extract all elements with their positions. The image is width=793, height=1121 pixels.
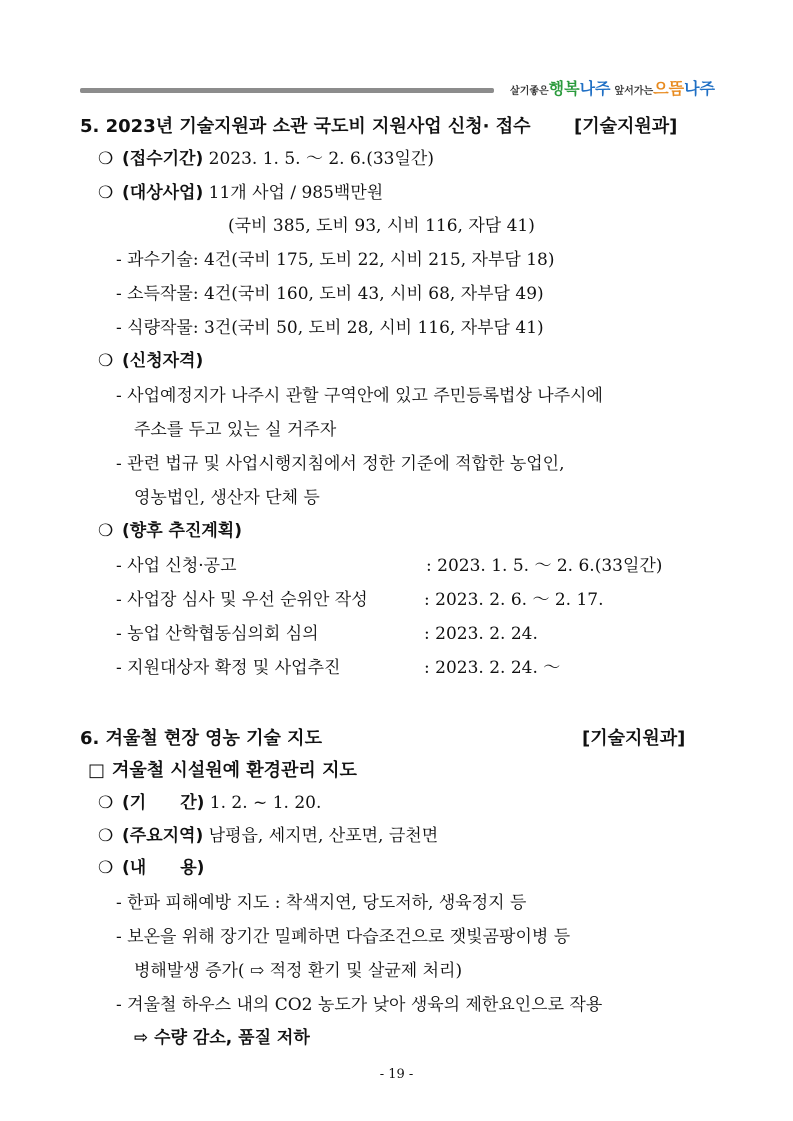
section6-period	[98, 792, 321, 814]
schedule-task: - 사업장 심사 및 우선 순위안 작성	[116, 590, 368, 610]
section5-title: 5. 2023년 기술지원과 소관 국도비 지원사업 신청· 접수	[80, 116, 531, 137]
plan-label: (향후 추진계획)	[122, 521, 242, 541]
list-item: - 식량작물: 3건(국비 50, 도비 28, 시비 116, 자부담 41)	[116, 318, 544, 338]
page-number: - 19 -	[379, 1067, 414, 1082]
result-row	[134, 1027, 310, 1049]
schedule-task: - 사업 신청·공고	[116, 556, 237, 576]
arrow-right-icon: ⇨	[134, 1028, 149, 1048]
header-rule	[80, 88, 494, 93]
circle-bullet-icon: ❍	[98, 521, 114, 541]
circle-bullet-icon: ❍	[98, 858, 114, 878]
logo-text: 앞서가는	[614, 86, 654, 97]
list-item: - 보온을 위해 장기간 밀폐하면 다습조건으로 잿빛곰팡이병 등	[116, 927, 571, 947]
logo-text: 행복	[548, 79, 580, 98]
schedule-task: - 지원대상자 확정 및 사업추진	[116, 658, 341, 678]
content-label: (내 용)	[122, 858, 205, 878]
section6-dept: [기술지원과]	[582, 728, 686, 749]
period-value: 2023. 1. 5. ～ 2. 6.(33일간)	[208, 149, 434, 169]
list-item: - 소득작물: 4건(국비 160, 도비 43, 시비 68, 자부담 49)	[116, 284, 544, 304]
list-item-continuation: 주소를 두고 있는 실 거주자	[134, 420, 337, 440]
circle-bullet-icon: ❍	[98, 351, 114, 371]
list-item: - 관련 법규 및 사업시행지침에서 정한 기준에 적합한 농업인,	[116, 454, 565, 474]
section6-subtitle-row	[88, 760, 357, 782]
schedule-date: : 2023. 1. 5. ～ 2. 6.(33일간)	[426, 556, 663, 576]
schedule-date: : 2023. 2. 24. ～	[424, 658, 561, 678]
schedule-date: : 2023. 2. 24.	[424, 624, 538, 644]
logo-text: 나주	[579, 79, 611, 98]
period-label: (접수기간)	[122, 149, 204, 169]
square-bullet-icon: □	[88, 760, 106, 781]
list-item: - 한파 피해예방 지도 : 착색지연, 당도저하, 생육정지 등	[116, 893, 527, 913]
qualification-label: (신청자격)	[122, 351, 204, 371]
logo-text: 살기좋은	[510, 86, 549, 97]
logo-text: 으뜸	[653, 79, 685, 98]
section5-target	[98, 182, 383, 204]
circle-bullet-icon: ❍	[98, 826, 114, 846]
list-item-continuation: 병해발생 증가( ⇨ 적정 환기 및 살균제 처리)	[134, 961, 463, 981]
section6-subtitle: 겨울철 시설원예 환경관리 지도	[112, 760, 357, 781]
result-text: 수량 감소, 품질 저하	[154, 1028, 310, 1048]
period-value: 1. 2. ~ 1. 20.	[209, 793, 322, 813]
schedule-task: - 농업 산학협동심의회 심의	[116, 624, 319, 644]
circle-bullet-icon: ❍	[98, 793, 114, 813]
section5-plan	[98, 520, 242, 542]
circle-bullet-icon: ❍	[98, 149, 114, 169]
list-item: - 겨울철 하우스 내의 CO2 농도가 낮아 생육의 제한요인으로 작용	[116, 995, 603, 1015]
area-value: 남평읍, 세지면, 산포면, 금천면	[208, 826, 439, 846]
section5-dept: [기술지원과]	[574, 116, 678, 137]
period-label: (기 간)	[122, 793, 205, 813]
section6-title: 6. 겨울철 현장 영농 기술 지도	[80, 728, 322, 749]
list-item: - 과수기술: 4건(국비 175, 도비 22, 시비 215, 자부담 18)	[116, 250, 555, 270]
list-item-continuation: 영농법인, 생산자 단체 등	[134, 488, 320, 508]
circle-bullet-icon: ❍	[98, 183, 114, 203]
area-label: (주요지역)	[122, 826, 204, 846]
section5-qualification	[98, 350, 203, 372]
section6-content	[98, 857, 204, 879]
list-item: - 사업예정지가 나주시 관할 구역안에 있고 주민등록법상 나주시에	[116, 386, 603, 406]
section6-area	[98, 825, 438, 847]
target-detail: (국비 385, 도비 93, 시비 116, 자담 41)	[228, 216, 535, 236]
city-slogan-logo	[510, 76, 715, 102]
schedule-date: : 2023. 2. 6. ～ 2. 17.	[424, 590, 604, 610]
target-label: (대상사업)	[122, 183, 204, 203]
logo-text: 나주	[684, 79, 715, 98]
target-value: 11개 사업 / 985백만원	[208, 183, 384, 203]
section5-period	[98, 148, 434, 170]
